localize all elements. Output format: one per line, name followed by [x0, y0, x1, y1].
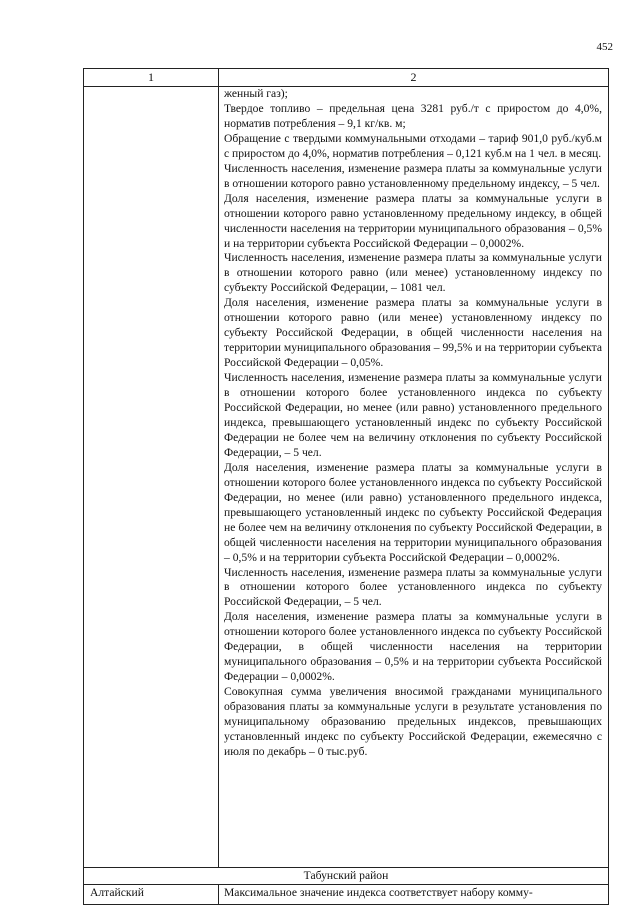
section-title: Табунский район — [84, 868, 609, 885]
paragraph: Доля населения, изменение размера платы за коммунальные услуги в отношении которого более установленного индекса по субъекту Российской Федерации, в общей численности населения на территории муниципального образования – 0,5% и на территории субъекта Российской Федерации – 0,0002%. — [224, 610, 602, 684]
content-table — [83, 68, 609, 905]
paragraph: Численность населения, изменение размера платы за коммунальные услуги в отношении которого более установленного индекса по субъекту Российской Федерации, – 5 чел. — [224, 565, 602, 609]
empty-cell — [84, 87, 219, 868]
page-number: 452 — [596, 41, 613, 53]
paragraph: Доля населения, изменение размера платы за коммунальные услуги в отношении которого равно (или менее) установленному индексу по субъекту Российской Федерации, в общей численности населения на территории муниципального образования – 99,5% и на территории субъекта Российской Федерации – 0,05%. — [224, 296, 602, 370]
paragraph: Доля населения, изменение размера платы за коммунальные услуги в отношении которого равно установленному предельному индексу, в общей численности населения на территории муниципального образования – 0,5% и на территории субъекта Российской Федерации – 0,0002%. — [224, 191, 602, 250]
paragraph: Доля населения, изменение размера платы за коммунальные услуги в отношении которого более установленного индекса по субъекту Российской Федерации, но менее (или равно) установленного предельного индекса, превышающего установленный индекс по субъекту Российской Федерация не более чем на величину отклонения по субъекту Российской Федерации, в общей численности населения на территории муниципального образования – 0,5% и на территории субъекта Российской Федерации – 0,0002%. — [224, 460, 602, 564]
paragraph: женный газ); — [224, 87, 288, 100]
paragraph: Численность населения, изменение размера платы за коммунальные услуги в отношении которого равно (или менее) установленному индексу по субъекту Российской Федерации, – 1081 чел. — [224, 251, 602, 295]
paragraph: Твердое топливо – предельная цена 3281 руб./т с приростом до 4,0%, норматив потребления – 9,1 кг/кв. м; — [224, 101, 602, 130]
municipality-name: Алтайский — [84, 885, 219, 905]
paragraph: Совокупная сумма увеличения вносимой гражданами муниципального образования платы за коммунальные услуги в результате установления по муниципальному образованию предельных индексов, превышающих установленный индекс по субъекту Российской Федерации, ежемесячно с июля по декабрь – 0 тыс.руб. — [224, 685, 602, 758]
section-row — [84, 868, 609, 885]
municipality-text: Максимальное значение индекса соответствует набору комму- — [219, 885, 609, 905]
table-row — [84, 885, 609, 905]
paragraph: Численность населения, изменение размера платы за коммунальные услуги в отношении которого более установленного индекса по субъекту Российской Федерации, но менее (или равно) установленного предельного индекса, превышающего установленный индекс по субъекту Российской Федерации не более чем на величину отклонения по субъекту Российской Федерации, – 5 чел. — [224, 371, 602, 459]
paragraph: Обращение с твердыми коммунальными отходами – тариф 901,0 руб./куб.м с приростом до 4,0%, норматив потребления – 0,121 куб.м на 1 чел. в месяц. — [224, 131, 602, 160]
paragraph: Численность населения, изменение размера платы за коммунальные услуги в отношении которого равно установленному предельному индексу, – 5 чел. — [224, 161, 602, 190]
table-row — [84, 87, 609, 868]
header-col-2: 2 — [219, 69, 609, 87]
header-col-1: 1 — [84, 69, 219, 87]
table-header-row — [84, 69, 609, 87]
text-cell — [219, 87, 609, 868]
